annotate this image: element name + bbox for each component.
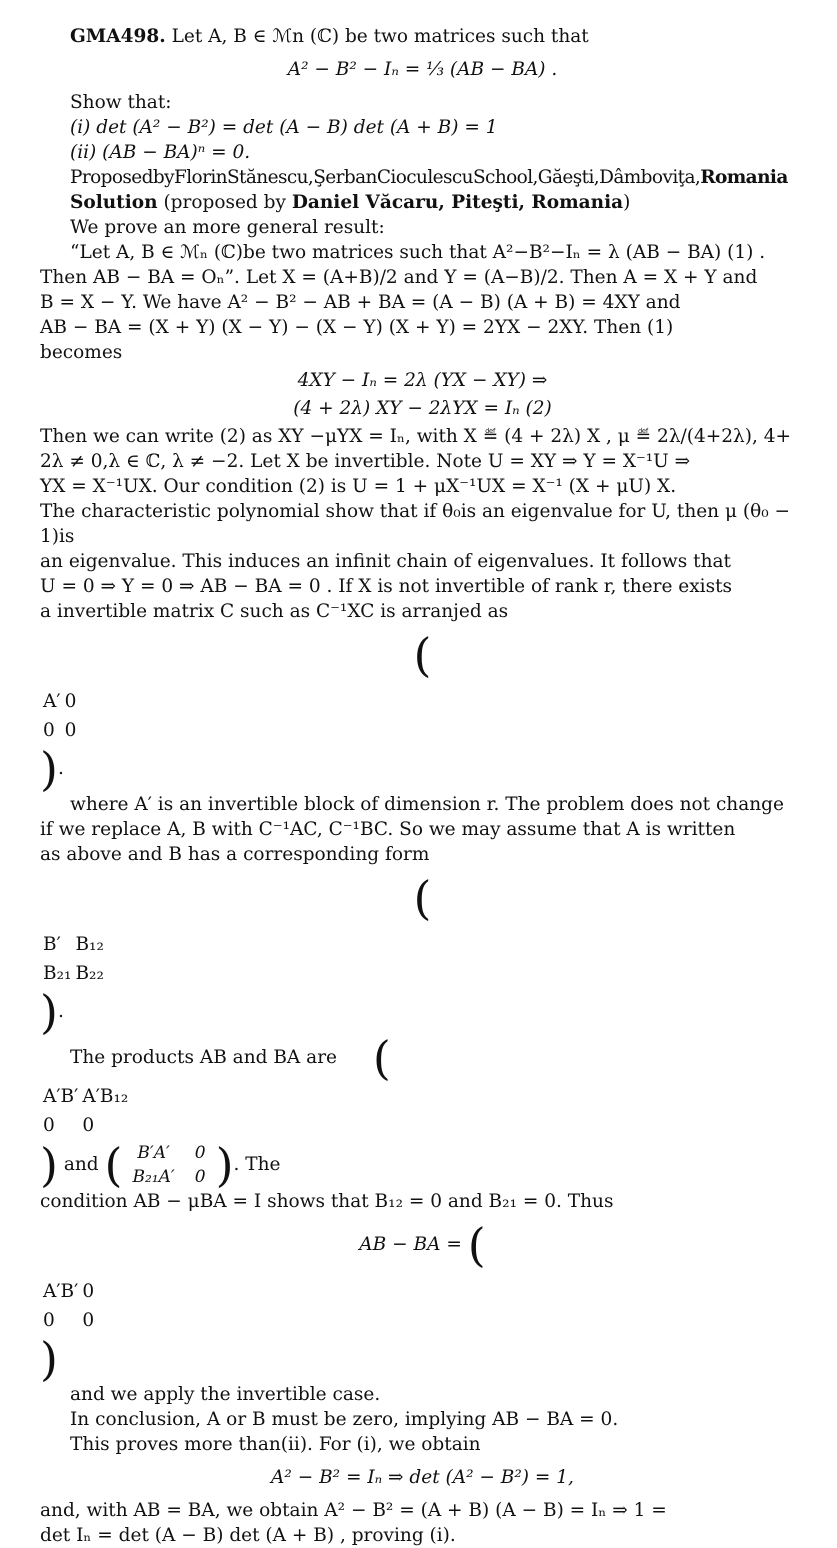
- condition-line: condition AB − μBA = I shows that B₁₂ = 0 and B₂₁ = 0. Thus: [40, 1191, 614, 1212]
- problem-statement: [40, 24, 805, 49]
- reduction-line-1: where A′ is an invertible block of dimension r. The problem does not change: [70, 794, 784, 815]
- matrix-cell: 0: [82, 1115, 95, 1136]
- matrix-cell: 0: [194, 1143, 206, 1163]
- matrix-cell: 0: [194, 1167, 206, 1187]
- proposed-country: Romania: [700, 167, 788, 188]
- right-paren: ): [40, 1138, 58, 1192]
- reduction-line-2: if we replace A, B with C⁻¹AC, C⁻¹BC. So we may assume that A is written: [40, 819, 736, 840]
- claim-line-1: “Let A, B ∈ ℳₙ (ℂ)be two matrices such that A²−B²−Iₙ = λ (AB − BA) (1) .: [70, 242, 766, 263]
- general-result: We prove an more general result:: [70, 217, 385, 238]
- document-page: GMA498. Let A, B ∈ ℳn (ℂ) be two matrices such that A² − B² − Iₙ = ⅓ (AB − BA) . Show that: (i) det (A² − B²) = det (A − B) det (A + B) = 1 (ii) (AB − BA)ⁿ = 0. ProposedbyFlorinStănescu,ŞerbanCioculescuSchool,Găeşti,Dâmboviţa,Romania Solution (proposed by Daniel Văcaru, Piteşti, Romania) We prove an more general result: “Let A, B ∈ ℳₙ (ℂ)be two matrices such that A²−B²−Iₙ = λ (AB − BA) (1) . Then AB − BA = Oₙ”. Let X = (A+B)/2 and Y = (A−B)/2. Then A = X + Y and B = X − Y. We have A² − B² − AB + BA = (A − B) (A + B) = 4XY and AB − BA = (X + Y) (X − Y) − (X − Y) (X + Y) = 2YX − 2XY. Then (1) becomes 4XY − Iₙ = 2λ (YX − XY) ⇒ (4 + 2λ) XY − 2λYX = Iₙ (2) Then we can write (2) as XY −μYX = Iₙ, with X ≝ (4 + 2λ) X , μ ≝ 2λ/(4+2λ), 4+ 2λ ≠ 0,λ ∈ ℂ, λ ≠ −2. Let X be invertible. Note U = XY ⇒ Y = X⁻¹U ⇒ YX = X⁻¹UX. Our condition (2) is U = 1 + μX⁻¹UX = X⁻¹ (X + μU) X. The characteristic polynomial show that if θ₀is an eigenvalue for U, then μ (θ₀ − 1)is an eigenvalue. This induces an infinit chain of eigenvalues. It follows that U = 0 ⇒ Y = 0 ⇒ AB − BA = 0 . If X is not invertible of rank r, there exists a invertible matrix C such as C⁻¹XC is arranjed as ( A′ 0 0 0 ). where A′ is an invertible block of dimension r. The problem does not change if we replace A, B with C⁻¹AC, C⁻¹BC. So we may assume that A is written as above and B has a corresponding form ( B′ B₁₂ B₂₁ B₂₂ ). The products AB and BA are ( A′B′ A′B₁₂ 0 0 ) and ( B′A′ 0 B₂₁A′ 0 ). The condition AB − μBA = I shows that B₁₂ = 0 and B₂₁ = 0. Thus AB − BA = ( A′B′ 0 0 0 ) and we apply the invertible case. In conclusion, A or B must be zero, implying AB − BA = 0. This proves more than(ii). For (i), we obtain A² − B² = Iₙ ⇒ det (A² − B²) = 1, and, with AB = BA, we obtain A² − B² = (A + B) (A − B) = Iₙ ⇒ 1 = det Iₙ = det (A − B) det (A + B) , proving (i).: [40, 24, 805, 1548]
- matrix-cell: A′B₁₂: [82, 1086, 129, 1107]
- display-eq-1: 4XY − Iₙ = 2λ (YX − XY) ⇒: [297, 370, 548, 391]
- display-eq-2: (4 + 2λ) XY − 2λYX = Iₙ (2): [293, 398, 552, 419]
- eigen-line-2: 2λ ≠ 0,λ ∈ ℂ, λ ≠ −2. Let X be invertible. Note U = XY ⇒ Y = X⁻¹U ⇒: [40, 451, 691, 472]
- matrix-cell: 0: [64, 720, 77, 741]
- matrix-cell: A′: [43, 691, 61, 712]
- matrix-cell: 0: [82, 1281, 95, 1302]
- eigen-line-1: Then we can write (2) as XY −μYX = Iₙ, with X ≝ (4 + 2λ) X , μ ≝ 2λ/(4+2λ), 4+: [40, 426, 792, 447]
- proposed-by-text: ProposedbyFlorinStănescu,ŞerbanCioculescuSchool,Găeşti,Dâmboviţa,: [70, 167, 701, 188]
- reduction-line-3: as above and B has a corresponding form: [40, 844, 430, 865]
- right-paren: ): [40, 742, 58, 796]
- matrix-cell: A′B′: [43, 1281, 79, 1302]
- matrix-cell: 0: [43, 720, 55, 741]
- eigen-paragraph: [40, 424, 805, 624]
- products-and: and: [63, 1154, 99, 1175]
- part-ii: (ii) (AB − BA)ⁿ = 0.: [70, 142, 251, 163]
- right-paren: ): [40, 985, 58, 1039]
- left-paren: (: [413, 628, 432, 682]
- claim-line-5: becomes: [40, 342, 123, 363]
- eigen-line-6: U = 0 ⇒ Y = 0 ⇒ AB − BA = 0 . If X is not invertible of rank r, there exists: [40, 576, 733, 597]
- claim-paragraph: [40, 240, 805, 365]
- solution-by-prefix: (proposed by: [163, 192, 286, 213]
- abba-lhs: AB − BA =: [359, 1234, 462, 1255]
- eigen-line-3: YX = X⁻¹UX. Our condition (2) is U = 1 + μX⁻¹UX = X⁻¹ (X + μU) X.: [40, 476, 677, 497]
- matrix-cell: 0: [43, 1310, 55, 1331]
- matrix-block-b-display: [40, 871, 805, 925]
- matrix-cell: B₁₂: [75, 934, 104, 955]
- claim-line-2: Then AB − BA = Oₙ”. Let X = (A+B)/2 and Y = (A−B)/2. Then A = X + Y and: [40, 267, 758, 288]
- solution-author: Daniel Văcaru, Piteşti, Romania: [291, 192, 624, 213]
- products-suffix: . The: [233, 1154, 281, 1175]
- problem-intro-end: n (ℂ) be two matrices such that: [292, 26, 589, 47]
- eigen-line-5: an eigenvalue. This induces an infinit chain of eigenvalues. It follows that: [40, 551, 731, 572]
- eigen-line-7: a invertible matrix C such as C⁻¹XC is arranjed as: [40, 601, 509, 622]
- matrix-cell: B₂₂: [75, 963, 104, 984]
- final-line-1: and, with AB = BA, we obtain A² − B² = (A + B) (A − B) = Iₙ ⇒ 1 =: [40, 1500, 667, 1521]
- matrix-cell: 0: [82, 1310, 95, 1331]
- matrix-block-a-display: [40, 628, 805, 682]
- right-paren: ): [40, 1332, 58, 1386]
- problem-equation: A² − B² − Iₙ = ⅓ (AB − BA) .: [287, 59, 558, 80]
- solution-heading-line: [40, 190, 805, 215]
- products-prefix: The products AB and BA are: [70, 1047, 337, 1068]
- solution-by-suffix: ): [623, 192, 631, 213]
- conclusion-line: In conclusion, A or B must be zero, implying AB − BA = 0.: [70, 1409, 619, 1430]
- right-paren: ): [215, 1138, 234, 1192]
- claim-line-4: AB − BA = (X + Y) (X − Y) − (X − Y) (X + Y) = 2YX − 2XY. Then (1): [40, 317, 674, 338]
- claim-line-3: B = X − Y. We have A² − B² − AB + BA = (A − B) (A + B) = 4XY and: [40, 292, 681, 313]
- display-eq-3: A² − B² = Iₙ ⇒ det (A² − B²) = 1,: [271, 1467, 574, 1488]
- final-line-2: det Iₙ = det (A − B) det (A + B) , proving (i).: [40, 1525, 456, 1546]
- products-line: [40, 1031, 805, 1085]
- solution-heading: Solution: [70, 192, 158, 213]
- reduction-paragraph: [40, 792, 805, 867]
- eigen-line-4: The characteristic polynomial show that if θ₀is an eigenvalue for U, then μ (θ₀ − 1)is: [40, 501, 791, 547]
- apply-line: and we apply the invertible case.: [70, 1384, 381, 1405]
- left-paren: (: [104, 1138, 123, 1192]
- problem-label: GMA498.: [70, 26, 166, 47]
- problem-intro: Let A, B ∈ ℳ: [171, 26, 293, 47]
- matrix-prod-ba: [122, 1141, 215, 1189]
- abba-display: [40, 1218, 805, 1272]
- show-that: Show that:: [70, 92, 172, 113]
- matrix-cell: 0: [43, 1115, 55, 1136]
- matrix-cell: B₂₁A′: [132, 1167, 175, 1187]
- matrix-cell: B′: [43, 934, 61, 955]
- left-paren: (: [372, 1031, 391, 1085]
- left-paren: (: [467, 1218, 486, 1272]
- proves-line: This proves more than(ii). For (i), we obtain: [70, 1434, 481, 1455]
- matrix-cell: B′A′: [137, 1143, 170, 1163]
- matrix-cell: 0: [64, 691, 77, 712]
- matrix-cell: B₂₁: [43, 963, 72, 984]
- matrix-cell: A′B′: [43, 1086, 79, 1107]
- part-i: (i) det (A² − B²) = det (A − B) det (A + B) = 1: [70, 117, 498, 138]
- left-paren: (: [413, 871, 432, 925]
- proposed-by: [40, 165, 805, 190]
